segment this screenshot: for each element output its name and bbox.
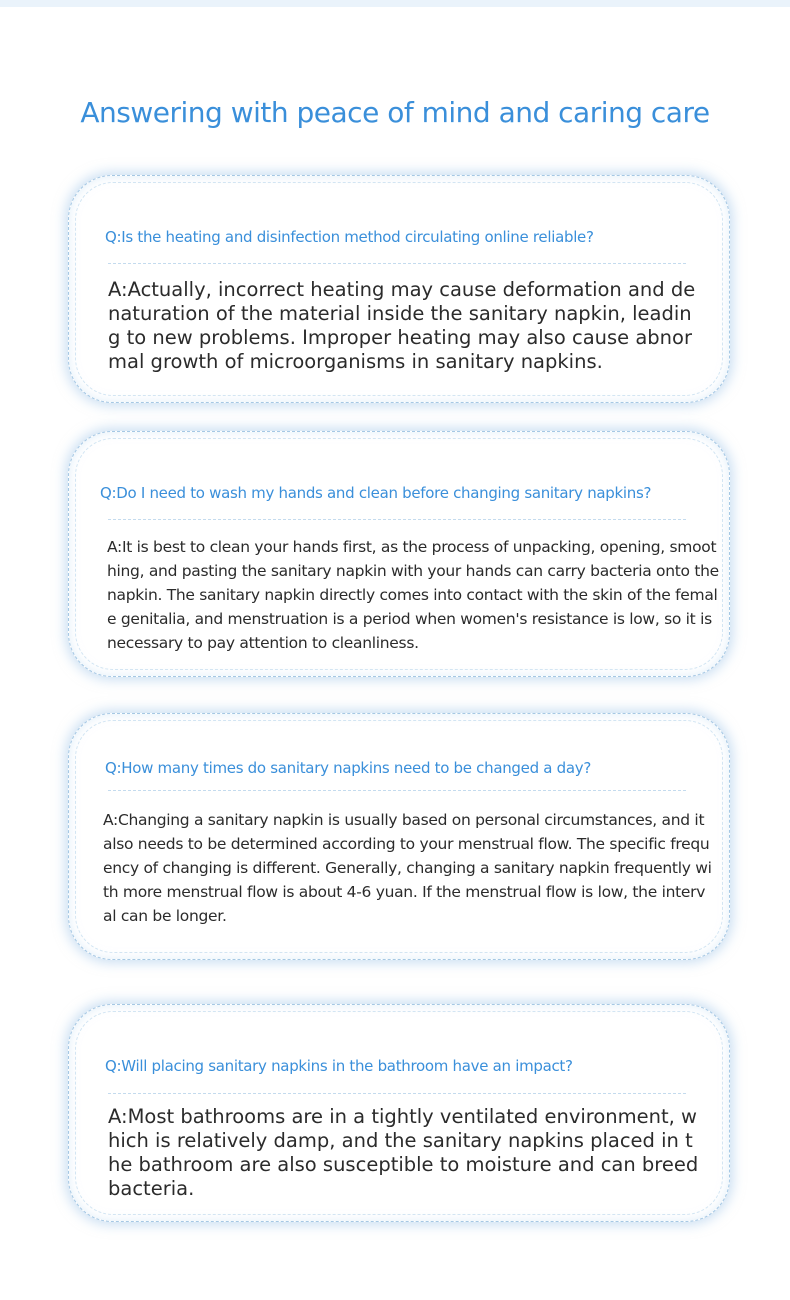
faq-question: Q:Will placing sanitary napkins in the bathroom have an impact? xyxy=(105,1057,573,1075)
faq-answer: A:It is best to clean your hands first, as the process of unpacking, opening, smoothing, and pasting the sanitary napkin with your hands can carry bacteria onto the napkin. The sanitary napkin directly comes into contact with the skin of the female genitalia, and menstruation is a period when women's resistance is low, so it is necessary to pay attention to cleanliness. xyxy=(107,538,719,652)
faq-answer: A:Changing a sanitary napkin is usually based on personal circumstances, and it also needs to be determined according to your menstrual flow. The specific frequency of changing is different. Generally, changing a sanitary napkin frequently with more menstrual flow is about 4-6 yuan. If the menstrual flow is low, the interval can be longer. xyxy=(103,811,712,925)
faq-answer: A:Actually, incorrect heating may cause deformation and denaturation of the material inside the sanitary napkin, leading to new problems. Improper heating may also cause abnormal growth of microorganisms in sanitary napkins. xyxy=(108,278,696,373)
faq-question: Q:Is the heating and disinfection method circulating online reliable? xyxy=(105,228,594,246)
faq-question: Q:How many times do sanitary napkins need to be changed a day? xyxy=(105,759,591,777)
page-title: Answering with peace of mind and caring care xyxy=(80,96,710,129)
faq-divider xyxy=(108,263,686,264)
faq-divider xyxy=(108,1093,686,1094)
faq-divider xyxy=(108,790,686,791)
faq-answer: A:Most bathrooms are in a tightly ventilated environment, which is relatively damp, and the sanitary napkins placed in the bathroom are also susceptible to moisture and can breed bacteria. xyxy=(108,1105,699,1200)
faq-divider xyxy=(108,519,686,520)
faq-question: Q:Do I need to wash my hands and clean before changing sanitary napkins? xyxy=(100,484,652,502)
top-strip xyxy=(0,0,790,7)
